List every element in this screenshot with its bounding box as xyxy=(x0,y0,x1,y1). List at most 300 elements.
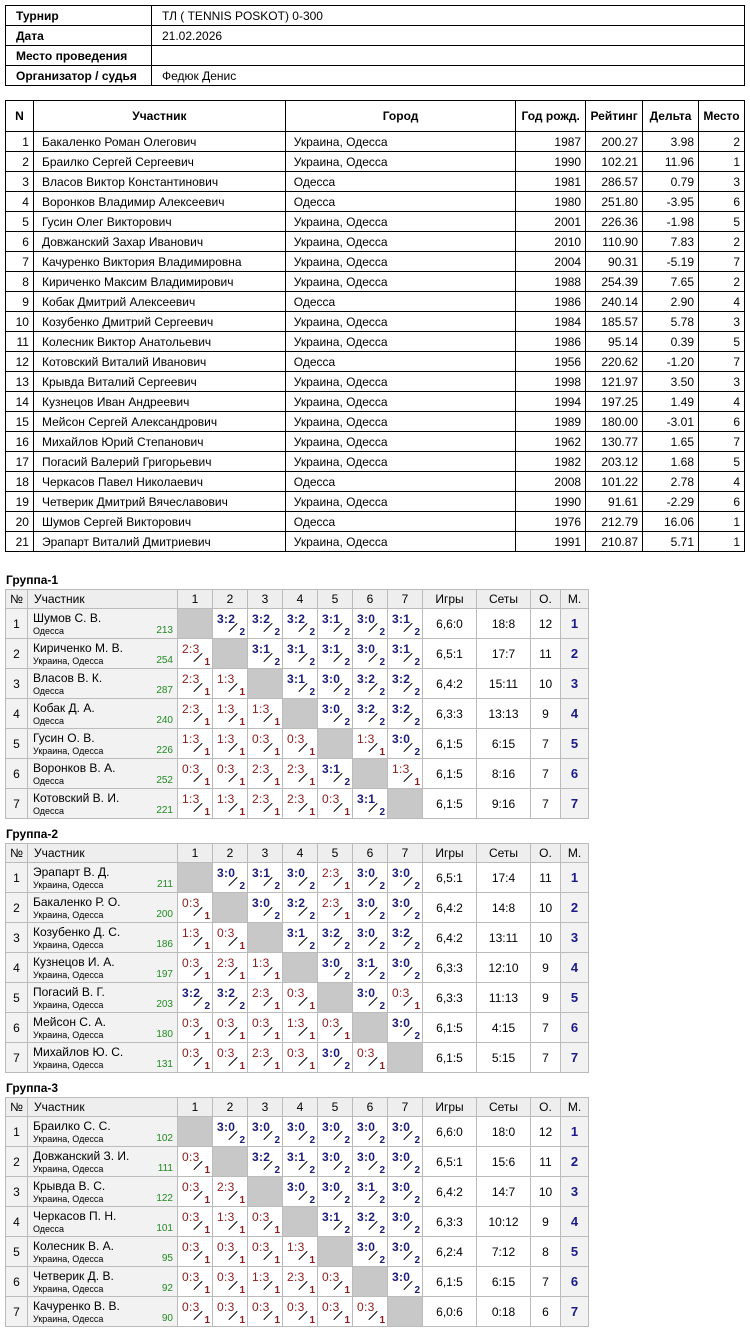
sets-record: 14:8 xyxy=(477,893,531,923)
score-value: 3:0 xyxy=(392,1016,411,1030)
match-points: 1 xyxy=(309,1001,315,1012)
score-value: 3:1 xyxy=(287,926,306,940)
participant-birth-year: 1988 xyxy=(516,272,586,292)
match-points: 2 xyxy=(344,941,350,952)
player-number: 7 xyxy=(6,789,28,819)
points-total: 10 xyxy=(531,669,561,699)
table-row xyxy=(6,492,745,512)
match-score xyxy=(283,1237,318,1267)
participant-place: 1 xyxy=(699,152,745,172)
match-score xyxy=(178,983,213,1013)
group-place: 3 xyxy=(561,669,589,699)
player-name: Михайлов Ю. С. xyxy=(33,1045,124,1059)
participant-number: 21 xyxy=(6,532,34,552)
player-city: Украина, Одесса xyxy=(33,1134,104,1144)
participant-city: Украина, Одесса xyxy=(285,332,515,352)
player-city: Украина, Одесса xyxy=(33,1030,104,1040)
table-row xyxy=(6,669,589,699)
match-points: 1 xyxy=(239,1255,245,1266)
score-value: 3:2 xyxy=(392,672,411,686)
table-row xyxy=(6,172,745,192)
participant-city: Украина, Одесса xyxy=(285,372,515,392)
participant-rating: 90.31 xyxy=(586,252,643,272)
score-value: 2:3 xyxy=(217,956,235,970)
participant-city: Украина, Одесса xyxy=(285,412,515,432)
self-cell xyxy=(213,893,248,923)
match-score xyxy=(213,1237,248,1267)
match-score xyxy=(283,923,318,953)
participant-place: 6 xyxy=(699,492,745,512)
match-points: 1 xyxy=(204,657,210,668)
self-cell xyxy=(213,639,248,669)
match-score xyxy=(248,639,283,669)
player-name: Погасий В. Г. xyxy=(33,985,105,999)
match-score xyxy=(213,729,248,759)
column-header: Дельта xyxy=(643,101,699,132)
score-value: 0:3 xyxy=(322,792,340,806)
points-total: 7 xyxy=(531,789,561,819)
match-points: 2 xyxy=(379,1225,385,1236)
match-score xyxy=(283,1267,318,1297)
column-header: М. xyxy=(561,1098,589,1117)
score-value: 3:2 xyxy=(357,1210,376,1224)
match-score xyxy=(318,1013,353,1043)
match-points: 1 xyxy=(204,911,210,922)
score-value: 3:2 xyxy=(357,672,376,686)
participant-number: 19 xyxy=(6,492,34,512)
match-score xyxy=(353,729,388,759)
match-score xyxy=(318,1297,353,1327)
player-number: 5 xyxy=(6,1237,28,1267)
match-points: 1 xyxy=(344,1285,350,1296)
participant-city: Одесса xyxy=(285,192,515,212)
match-score xyxy=(388,1117,423,1147)
group-place: 3 xyxy=(561,923,589,953)
match-score xyxy=(318,639,353,669)
participant-birth-year: 1956 xyxy=(516,352,586,372)
column-header: 4 xyxy=(283,844,318,863)
score-value: 2:3 xyxy=(217,1180,235,1194)
player-cell xyxy=(28,953,178,983)
group-place: 7 xyxy=(561,1043,589,1073)
participant-number: 20 xyxy=(6,512,34,532)
match-points: 2 xyxy=(379,1255,385,1266)
player-cell xyxy=(28,1013,178,1043)
player-number: 1 xyxy=(6,1117,28,1147)
sets-record: 17:4 xyxy=(477,863,531,893)
player-name: Колесник В. А. xyxy=(33,1239,114,1253)
match-score xyxy=(213,1297,248,1327)
match-points: 2 xyxy=(414,687,420,698)
info-label: Дата xyxy=(6,26,152,46)
sets-record: 4:15 xyxy=(477,1013,531,1043)
score-value: 3:2 xyxy=(357,702,376,716)
participant-number: 4 xyxy=(6,192,34,212)
player-city: Одесса xyxy=(33,1224,65,1234)
column-header: Участник xyxy=(28,1098,178,1117)
participant-rating: 91.61 xyxy=(586,492,643,512)
participants-table xyxy=(5,100,745,552)
player-name: Кириченко М. В. xyxy=(33,641,124,655)
participant-place: 1 xyxy=(699,532,745,552)
score-value: 1:3 xyxy=(287,1240,305,1254)
score-value: 2:3 xyxy=(252,762,270,776)
points-total: 9 xyxy=(531,953,561,983)
score-value: 3:0 xyxy=(357,866,376,880)
participant-delta: -3.95 xyxy=(643,192,699,212)
group-place: 5 xyxy=(561,729,589,759)
score-value: 2:3 xyxy=(287,1270,305,1284)
match-points: 1 xyxy=(204,807,210,818)
match-score xyxy=(318,1177,353,1207)
score-value: 3:0 xyxy=(392,1210,411,1224)
player-cell xyxy=(28,1177,178,1207)
column-header: 3 xyxy=(248,1098,283,1117)
match-score xyxy=(353,669,388,699)
player-number: 6 xyxy=(6,1013,28,1043)
player-rating: 287 xyxy=(156,685,173,696)
participant-rating: 286.57 xyxy=(586,172,643,192)
player-number: 1 xyxy=(6,609,28,639)
score-value: 0:3 xyxy=(182,956,200,970)
match-points: 2 xyxy=(414,627,420,638)
points-total: 12 xyxy=(531,1117,561,1147)
score-value: 3:0 xyxy=(252,1120,271,1134)
match-points: 1 xyxy=(309,747,315,758)
player-rating: 92 xyxy=(161,1283,173,1294)
score-value: 3:1 xyxy=(357,1180,376,1194)
participant-name: Кириченко Максим Владимирович xyxy=(33,272,285,292)
match-score xyxy=(248,699,283,729)
score-value: 3:1 xyxy=(357,792,376,806)
player-cell xyxy=(28,729,178,759)
self-cell xyxy=(353,1267,388,1297)
games-record: 6,1:5 xyxy=(423,789,477,819)
participant-birth-year: 1998 xyxy=(516,372,586,392)
points-total: 11 xyxy=(531,639,561,669)
match-points: 1 xyxy=(274,1001,280,1012)
participant-name: Четверик Дмитрий Вячеславович xyxy=(33,492,285,512)
group-place: 1 xyxy=(561,1117,589,1147)
match-score xyxy=(213,1207,248,1237)
match-points: 2 xyxy=(414,881,420,892)
score-value: 0:3 xyxy=(182,762,200,776)
player-city: Одесса xyxy=(33,716,65,726)
match-points: 1 xyxy=(414,1001,420,1012)
match-points: 2 xyxy=(414,1135,420,1146)
table-row xyxy=(6,372,745,392)
column-header: М. xyxy=(561,844,589,863)
match-score xyxy=(248,609,283,639)
participant-delta: 3.50 xyxy=(643,372,699,392)
participant-name: Кузнецов Иван Андреевич xyxy=(33,392,285,412)
table-row xyxy=(6,863,589,893)
table-row xyxy=(6,232,745,252)
match-points: 2 xyxy=(379,971,385,982)
column-header: О. xyxy=(531,844,561,863)
sets-record: 10:12 xyxy=(477,1207,531,1237)
participant-number: 8 xyxy=(6,272,34,292)
match-score xyxy=(283,863,318,893)
participant-delta: 11.96 xyxy=(643,152,699,172)
participant-birth-year: 1990 xyxy=(516,152,586,172)
points-total: 9 xyxy=(531,983,561,1013)
match-score xyxy=(388,729,423,759)
participant-rating: 212.79 xyxy=(586,512,643,532)
score-value: 3:0 xyxy=(287,866,306,880)
player-name: Воронков В. А. xyxy=(33,761,116,775)
match-points: 1 xyxy=(204,777,210,788)
match-points: 1 xyxy=(274,807,280,818)
match-score xyxy=(178,1237,213,1267)
group-place: 5 xyxy=(561,1237,589,1267)
score-value: 0:3 xyxy=(287,986,305,1000)
player-rating: 131 xyxy=(156,1059,173,1070)
participant-name: Колесник Виктор Анатольевич xyxy=(33,332,285,352)
player-rating: 102 xyxy=(156,1133,173,1144)
column-header: 6 xyxy=(353,590,388,609)
participant-rating: 240.14 xyxy=(586,292,643,312)
match-points: 2 xyxy=(344,1195,350,1206)
info-value: 21.02.2026 xyxy=(152,26,745,46)
player-name: Мейсон С. А. xyxy=(33,1015,106,1029)
table-row xyxy=(6,1147,589,1177)
group-place: 6 xyxy=(561,1013,589,1043)
column-header: 6 xyxy=(353,1098,388,1117)
column-header: Сеты xyxy=(477,1098,531,1117)
score-value: 3:1 xyxy=(322,762,341,776)
sets-record: 14:7 xyxy=(477,1177,531,1207)
group-place: 2 xyxy=(561,639,589,669)
match-score xyxy=(388,1267,423,1297)
points-total: 12 xyxy=(531,609,561,639)
group-place: 1 xyxy=(561,609,589,639)
table-row xyxy=(6,392,745,412)
match-score xyxy=(213,1013,248,1043)
match-points: 2 xyxy=(274,1165,280,1176)
match-score xyxy=(248,729,283,759)
table-row xyxy=(6,272,745,292)
match-points: 1 xyxy=(379,1315,385,1326)
participant-number: 11 xyxy=(6,332,34,352)
match-points: 1 xyxy=(344,911,350,922)
match-score xyxy=(283,759,318,789)
score-value: 0:3 xyxy=(182,1180,200,1194)
player-name: Качуренко В. В. xyxy=(33,1299,120,1313)
participant-number: 7 xyxy=(6,252,34,272)
participant-place: 7 xyxy=(699,432,745,452)
match-score xyxy=(213,923,248,953)
match-points: 2 xyxy=(309,881,315,892)
player-city: Украина, Одесса xyxy=(33,880,104,890)
match-score xyxy=(388,923,423,953)
participant-name: Крывда Виталий Сергеевич xyxy=(33,372,285,392)
player-city: Украина, Одесса xyxy=(33,1164,104,1174)
score-value: 0:3 xyxy=(182,896,200,910)
player-rating: 213 xyxy=(156,625,173,636)
match-points: 2 xyxy=(274,627,280,638)
match-score xyxy=(213,1267,248,1297)
player-city: Украина, Одесса xyxy=(33,970,104,980)
participant-delta: 7.65 xyxy=(643,272,699,292)
participant-birth-year: 1982 xyxy=(516,452,586,472)
participant-place: 2 xyxy=(699,232,745,252)
match-points: 1 xyxy=(204,1255,210,1266)
match-points: 1 xyxy=(309,777,315,788)
score-value: 2:3 xyxy=(287,762,305,776)
match-points: 2 xyxy=(344,687,350,698)
player-name: Власов В. К. xyxy=(33,671,103,685)
points-total: 8 xyxy=(531,1237,561,1267)
table-row xyxy=(6,292,745,312)
score-value: 2:3 xyxy=(252,986,270,1000)
score-value: 0:3 xyxy=(252,1240,270,1254)
score-value: 3:2 xyxy=(217,612,236,626)
score-value: 1:3 xyxy=(217,732,235,746)
participant-name: Воронков Владимир Алексеевич xyxy=(33,192,285,212)
match-points: 1 xyxy=(239,971,245,982)
participant-rating: 200.27 xyxy=(586,132,643,152)
match-score xyxy=(388,953,423,983)
games-record: 6,3:3 xyxy=(423,699,477,729)
points-total: 6 xyxy=(531,1297,561,1327)
games-record: 6,4:2 xyxy=(423,893,477,923)
participant-delta: 0.79 xyxy=(643,172,699,192)
score-value: 1:3 xyxy=(287,1016,305,1030)
match-points: 2 xyxy=(344,1061,350,1072)
table-row xyxy=(6,532,745,552)
match-points: 1 xyxy=(239,1195,245,1206)
participant-city: Одесса xyxy=(285,512,515,532)
self-cell xyxy=(388,789,423,819)
player-city: Одесса xyxy=(33,686,65,696)
participant-delta: -5.19 xyxy=(643,252,699,272)
player-city: Украина, Одесса xyxy=(33,1000,104,1010)
participant-birth-year: 1989 xyxy=(516,412,586,432)
match-score xyxy=(283,893,318,923)
player-city: Украина, Одесса xyxy=(33,1254,104,1264)
score-value: 1:3 xyxy=(357,732,375,746)
score-value: 3:0 xyxy=(217,866,236,880)
match-score xyxy=(178,639,213,669)
score-value: 3:0 xyxy=(322,1120,341,1134)
participant-name: Козубенко Дмитрий Сергеевич xyxy=(33,312,285,332)
player-number: 7 xyxy=(6,1043,28,1073)
score-value: 0:3 xyxy=(217,762,235,776)
match-score xyxy=(213,759,248,789)
match-points: 2 xyxy=(239,627,245,638)
participant-name: Гусин Олег Викторович xyxy=(33,212,285,232)
match-score xyxy=(283,639,318,669)
match-points: 2 xyxy=(309,911,315,922)
participant-place: 2 xyxy=(699,132,745,152)
match-score xyxy=(388,1237,423,1267)
match-score xyxy=(248,893,283,923)
score-value: 3:1 xyxy=(392,612,411,626)
score-value: 3:2 xyxy=(392,926,411,940)
participant-city: Украина, Одесса xyxy=(285,132,515,152)
match-score xyxy=(178,759,213,789)
score-value: 3:0 xyxy=(392,866,411,880)
match-score xyxy=(283,729,318,759)
column-header: 4 xyxy=(283,590,318,609)
score-value: 1:3 xyxy=(182,732,200,746)
table-row xyxy=(6,1237,589,1267)
player-number: 7 xyxy=(6,1297,28,1327)
games-record: 6,2:4 xyxy=(423,1237,477,1267)
participant-place: 7 xyxy=(699,352,745,372)
games-record: 6,5:1 xyxy=(423,1147,477,1177)
score-value: 2:3 xyxy=(182,642,200,656)
match-points: 1 xyxy=(344,881,350,892)
match-points: 2 xyxy=(309,1165,315,1176)
self-cell xyxy=(248,923,283,953)
match-score xyxy=(248,863,283,893)
match-score xyxy=(213,983,248,1013)
column-header: 7 xyxy=(388,844,423,863)
match-score xyxy=(318,1267,353,1297)
match-score xyxy=(353,893,388,923)
score-value: 3:0 xyxy=(322,1150,341,1164)
score-value: 3:0 xyxy=(217,1120,236,1134)
group-place: 4 xyxy=(561,953,589,983)
match-points: 1 xyxy=(204,717,210,728)
group-place: 3 xyxy=(561,1177,589,1207)
match-points: 1 xyxy=(239,777,245,788)
match-points: 1 xyxy=(309,1315,315,1326)
match-score xyxy=(248,953,283,983)
group-place: 7 xyxy=(561,1297,589,1327)
score-value: 3:1 xyxy=(322,1210,341,1224)
player-cell xyxy=(28,1267,178,1297)
match-points: 1 xyxy=(274,1061,280,1072)
info-value xyxy=(152,46,745,66)
group-header-row xyxy=(6,590,589,609)
participant-number: 14 xyxy=(6,392,34,412)
match-score xyxy=(388,609,423,639)
column-header: 5 xyxy=(318,1098,353,1117)
match-points: 1 xyxy=(239,1031,245,1042)
player-name: Крывда В. С. xyxy=(33,1179,106,1193)
match-points: 1 xyxy=(239,807,245,818)
match-points: 2 xyxy=(344,627,350,638)
match-points: 2 xyxy=(309,1195,315,1206)
table-row xyxy=(6,699,589,729)
match-points: 1 xyxy=(239,1315,245,1326)
participant-number: 10 xyxy=(6,312,34,332)
points-total: 7 xyxy=(531,1267,561,1297)
match-points: 1 xyxy=(274,1315,280,1326)
match-points: 2 xyxy=(344,717,350,728)
match-score xyxy=(248,759,283,789)
match-points: 1 xyxy=(274,971,280,982)
match-points: 1 xyxy=(274,1255,280,1266)
match-score xyxy=(178,923,213,953)
match-score xyxy=(178,1297,213,1327)
info-row xyxy=(6,66,745,86)
match-points: 2 xyxy=(344,777,350,788)
match-points: 1 xyxy=(274,777,280,788)
sets-record: 13:11 xyxy=(477,923,531,953)
match-points: 1 xyxy=(204,1061,210,1072)
participant-delta: 1.68 xyxy=(643,452,699,472)
score-value: 2:3 xyxy=(287,792,305,806)
score-value: 3:1 xyxy=(287,642,306,656)
self-cell xyxy=(318,1237,353,1267)
match-score xyxy=(388,669,423,699)
games-record: 6,4:2 xyxy=(423,923,477,953)
table-row xyxy=(6,452,745,472)
